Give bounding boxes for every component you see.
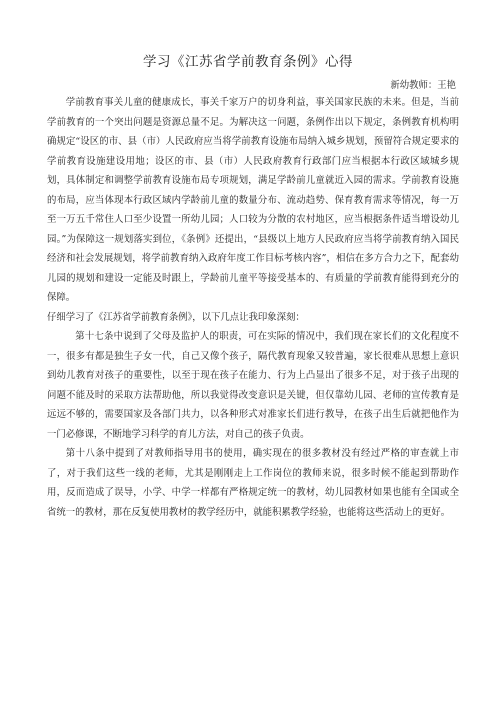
author-line: 新幼教师：王艳 (390, 80, 456, 91)
document-title: 学习《江苏省学前教育条例》心得 (143, 54, 353, 70)
document-body (47, 93, 459, 522)
paragraph-article-18: 第十八条中提到了对教师指导用书的使用，确实现在的很多教材没有经过严格的审查就上市了，对于我们这些一线的老师，尤其是刚刚走上工作岗位的教师来说，很多时候不能起到帮助作用，反而造成了误导，小学、中学一样都有严格规定统一的教材，幼儿园教材如果也能有全国或全省统一的教材，那在反复使用教材的教学经历中，就能积累教学经验，也能将这些活动上的更好。 (47, 448, 459, 518)
paragraph-intro: 学前教育事关儿童的健康成长，事关千家万户的切身利益，事关国家民族的未来。但是，当前学前教育的一个突出问题是资源总量不足。为解决这一问题，条例作出以下规定，条例教育机构明确规定“设区的市、县（市）人民政府应当将学前教育设施布局纳入城乡规划，预留符合规定要求的学前教育设施建设用地；设区的市、县（市）人民政府教育行政部门应当根据本行政区域城乡规划，具体制定和调整学前教育设施布局专项规划，满足学龄前儿童就近入园的需求。学前教育设施的布局，应当体现本行政区域内学龄前儿童的数量分布、流动趋势、保育教育需求等情况，每一万至一万五千常住人口至少设置一所幼儿园；人口较为分散的农村地区，应当根据条件适当增设幼儿园。”为保障这一规划落实到位，《条例》还提出，“县级以上地方人民政府应当将学前教育纳入国民经济和社会发展规划，将学前教育纳入政府年度工作目标考核内容”，相信在多方合力之下，配套幼儿园的规划和建设一定能及时跟上，学龄前儿童平等接受基本的、有质量的学前教育能得到充分的保障。 (47, 97, 459, 303)
paragraph-lead-in: 仔细学习了《江苏省学前教育条例》，以下几点让我印象深刻： (47, 311, 305, 323)
paragraph-article-17: 第十七条中说到了父母及监护人的职责，可在实际的情况中，我们现在家长们的文化程度不一，很多有都是独生子女一代，自己又像个孩子，隔代教育现象又较普遍，家长很难从思想上意识到幼儿教育对孩子的重要性，以至于现在孩子在能力、行为上凸显出了很多不足，对于孩子出现的问题不能及时的采取方法帮助他，所以我觉得改变意识是关键，但仅靠幼儿园、老师的宣传教育是远远不够的，需要国家及各部门共力，以各种形式对准家长们进行教导，在孩子出生后就把他作为一门必修课，不断地学习科学的育儿方法，对自己的孩子负责。 (47, 331, 459, 440)
